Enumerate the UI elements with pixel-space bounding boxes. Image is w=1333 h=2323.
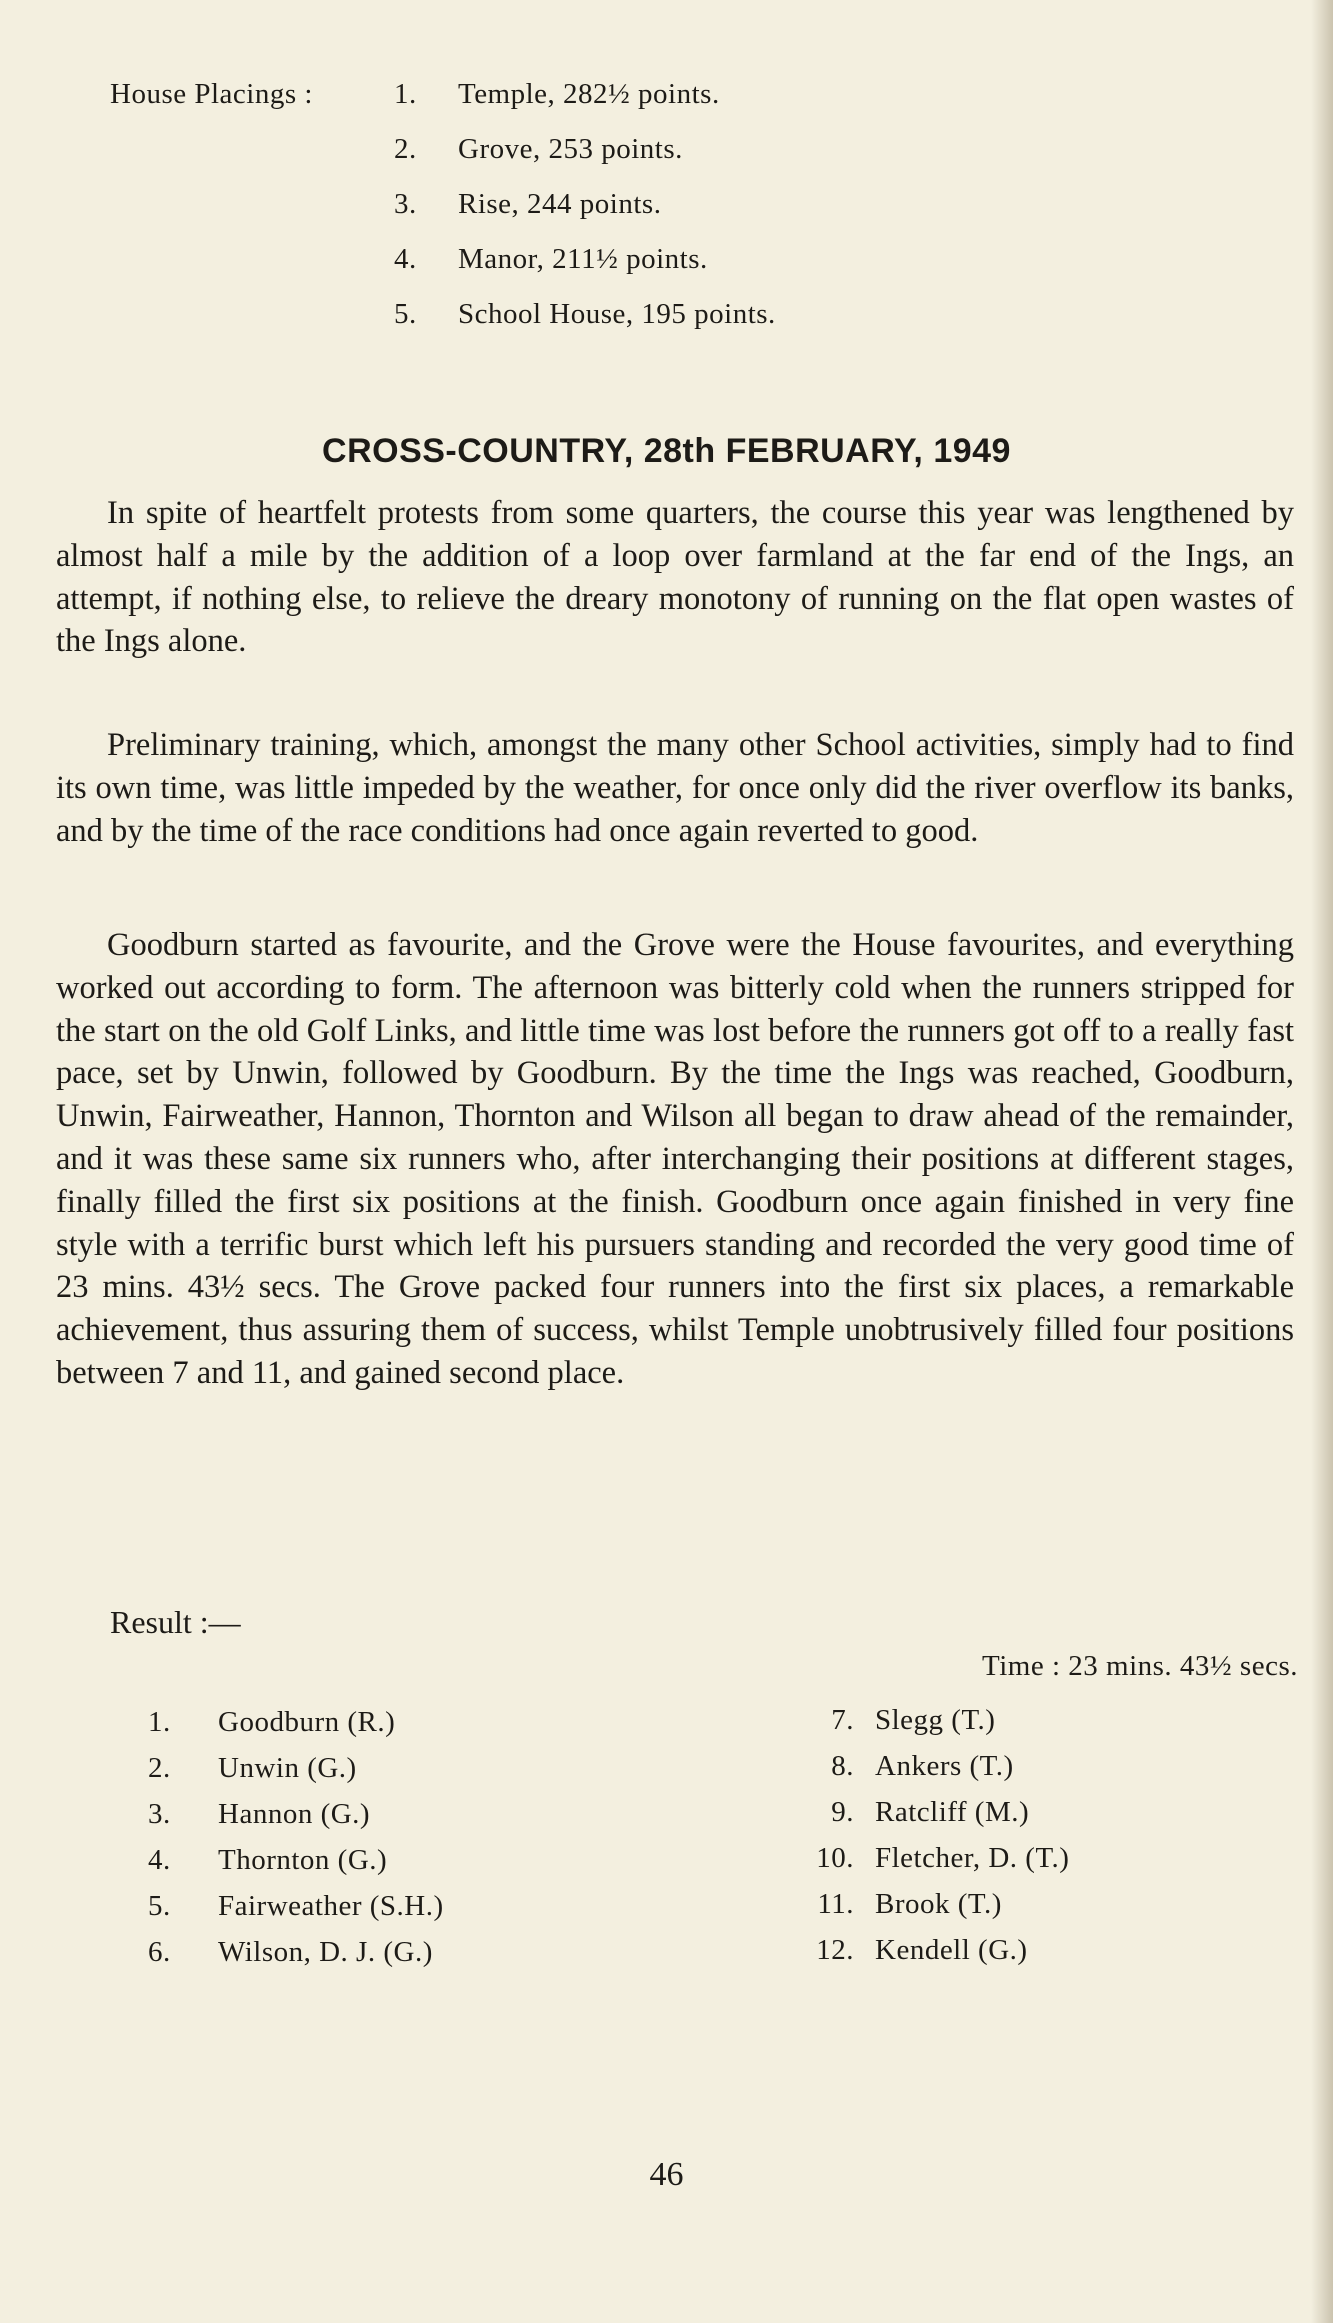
result-runner: Fletcher, D. (T.) [875, 1842, 1070, 1874]
paragraph [56, 492, 1294, 663]
result-row [148, 1844, 387, 1884]
result-position: 5. [148, 1890, 171, 1922]
placing-text: Rise, 244 points. [458, 188, 662, 220]
result-row [772, 1934, 1028, 1974]
result-row [772, 1888, 1002, 1928]
result-row [772, 1796, 1029, 1836]
page-number: 46 [649, 2156, 684, 2193]
result-position: 10. [816, 1842, 854, 1874]
placing-row [394, 78, 720, 111]
placing-number: 4. [394, 243, 417, 275]
placing-row [394, 133, 683, 166]
page-edge-shadow [1311, 0, 1333, 2323]
placing-row [394, 298, 776, 331]
result-runner: Ankers (T.) [875, 1750, 1014, 1782]
placing-text: Manor, 211½ points. [458, 243, 708, 275]
paragraph-text: Goodburn started as favourite, and the Grove were the House favourites, and everything worked out according to form. The afternoon was bitterly cold when the runners stripped for the start on the old Golf Links, and little time was lost before the runners got off to a really fast pace, set by Unwin, followed by Goodburn. By the time the Ings was reached, Goodburn, Unwin, Fairweather, Hannon, Thornton and Wilson all began to draw ahead of the remainder, and it was these same six runners who, after interchanging their positions at different stages, finally filled the first six positions at the finish. Goodburn once again finished in very fine style with a terrific burst which left his pursuers standing and recorded the very good time of 23 mins. 43½ secs. The Grove packed four runners into the first six places, a remarkable achievement, thus assuring them of success, whilst Temple unobtrusively filled four positions between 7 and 11, and gained second place. [56, 927, 1294, 1391]
placing-row [394, 188, 661, 221]
result-position: 11. [817, 1888, 854, 1920]
placing-text: Grove, 253 points. [458, 133, 683, 165]
section-title: CROSS-COUNTRY, 28th FEBRUARY, 1949 [322, 432, 1011, 470]
result-position: 8. [831, 1750, 854, 1782]
paragraph-text: Preliminary training, which, amongst the many other School activities, simply had to find its own time, was little impeded by the weather, for once only did the river overflow its banks, and by the time of the race conditions had once again reverted to good. [56, 727, 1294, 849]
result-runner: Wilson, D. J. (G.) [218, 1936, 433, 1968]
result-row [148, 1706, 395, 1746]
result-position: 12. [816, 1934, 854, 1966]
result-runner: Hannon (G.) [218, 1798, 371, 1830]
result-row [148, 1798, 370, 1838]
result-position: 2. [148, 1752, 171, 1784]
result-row [148, 1936, 433, 1976]
paragraph-text: In spite of heartfelt protests from some quarters, the course this year was lengthened by almost half a mile by the addition of a loop over farmland at the far end of the Ings, an attempt, if nothing else, to relieve the dreary monotony of running on the flat open wastes of the Ings alone. [56, 495, 1294, 660]
result-position: 3. [148, 1798, 171, 1830]
result-position: 4. [148, 1844, 171, 1876]
result-runner: Fairweather (S.H.) [218, 1890, 444, 1922]
placing-number: 3. [394, 188, 417, 220]
result-label: Result :— [110, 1604, 241, 1640]
result-position: 1. [148, 1706, 171, 1738]
result-runner: Kendell (G.) [875, 1934, 1028, 1966]
placing-number: 1. [394, 78, 417, 110]
winning-time: Time : 23 mins. 43½ secs. [982, 1650, 1298, 1682]
result-row [148, 1752, 357, 1792]
result-position: 7. [831, 1704, 854, 1736]
result-runner: Unwin (G.) [218, 1752, 357, 1784]
result-row [772, 1704, 995, 1744]
paragraph [56, 924, 1294, 1395]
result-row [148, 1890, 444, 1930]
result-position: 9. [831, 1796, 854, 1828]
result-runner: Ratcliff (M.) [875, 1796, 1030, 1828]
house-placings-label: House Placings : [110, 78, 313, 110]
result-row [772, 1842, 1069, 1882]
result-row [772, 1750, 1014, 1790]
result-runner: Brook (T.) [875, 1888, 1002, 1920]
result-runner: Goodburn (R.) [218, 1706, 396, 1738]
paragraph [56, 724, 1294, 852]
placing-row [394, 243, 708, 276]
result-position: 6. [148, 1936, 171, 1968]
result-runner: Thornton (G.) [218, 1844, 388, 1876]
result-runner: Slegg (T.) [875, 1704, 996, 1736]
placing-text: School House, 195 points. [458, 298, 776, 330]
placing-number: 2. [394, 133, 417, 165]
placing-text: Temple, 282½ points. [458, 78, 720, 110]
placing-number: 5. [394, 298, 417, 330]
